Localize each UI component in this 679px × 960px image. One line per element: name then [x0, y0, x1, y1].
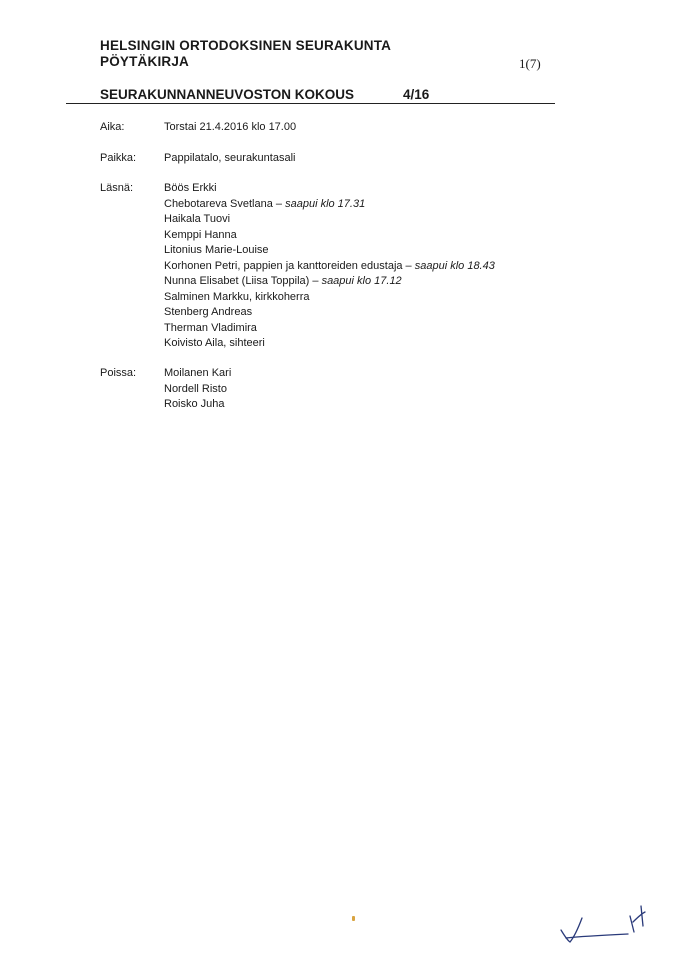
page-number: 1(7): [519, 56, 541, 71]
document-type: PÖYTÄKIRJA: [100, 54, 190, 69]
meeting-title: SEURAKUNNANNEUVOSTON KOKOUS: [100, 87, 355, 102]
attendee: Nunna Elisabet (Liisa Toppila) – saapui klo 17.12: [164, 275, 402, 287]
place-value: Pappilatalo, seurakuntasali: [164, 152, 296, 164]
place-label: Paikka:: [100, 152, 137, 164]
absent-list: [164, 366, 231, 413]
absentee: Nordell Risto: [164, 382, 227, 395]
organization-header: [100, 38, 391, 70]
scan-speck: [352, 916, 355, 921]
attendee: Korhonen Petri, pappien ja kanttoreiden edustaja – saapui klo 18.43: [164, 259, 495, 272]
absent-label: Poissa:: [100, 367, 137, 379]
attendee: Litonius Marie-Louise: [164, 244, 269, 256]
attendee: Böös Erkki: [164, 182, 217, 194]
attendee: Haikala Tuovi: [164, 213, 231, 225]
attendee: Stenberg Andreas: [164, 306, 253, 318]
attendee: Therman Vladimira: [164, 321, 257, 334]
present-label: Läsnä:: [100, 182, 134, 194]
meeting-number: 4/16: [403, 87, 430, 102]
time-label: Aika:: [100, 121, 125, 133]
attendee: Koivisto Aila, sihteeri: [164, 337, 265, 349]
absentee: Moilanen Kari: [164, 367, 232, 379]
signature-initials: [555, 900, 665, 950]
attendee: Kemppi Hanna: [164, 228, 237, 241]
present-list: [164, 181, 495, 352]
attendee: Salminen Markku, kirkkoherra: [164, 290, 310, 303]
organization-name: HELSINGIN ORTODOKSINEN SEURAKUNTA: [100, 38, 392, 53]
absentee: Roisko Juha: [164, 398, 225, 410]
attendee: Chebotareva Svetlana – saapui klo 17.31: [164, 197, 366, 210]
time-value: Torstai 21.4.2016 klo 17.00: [164, 121, 297, 133]
header-divider: [66, 103, 555, 104]
